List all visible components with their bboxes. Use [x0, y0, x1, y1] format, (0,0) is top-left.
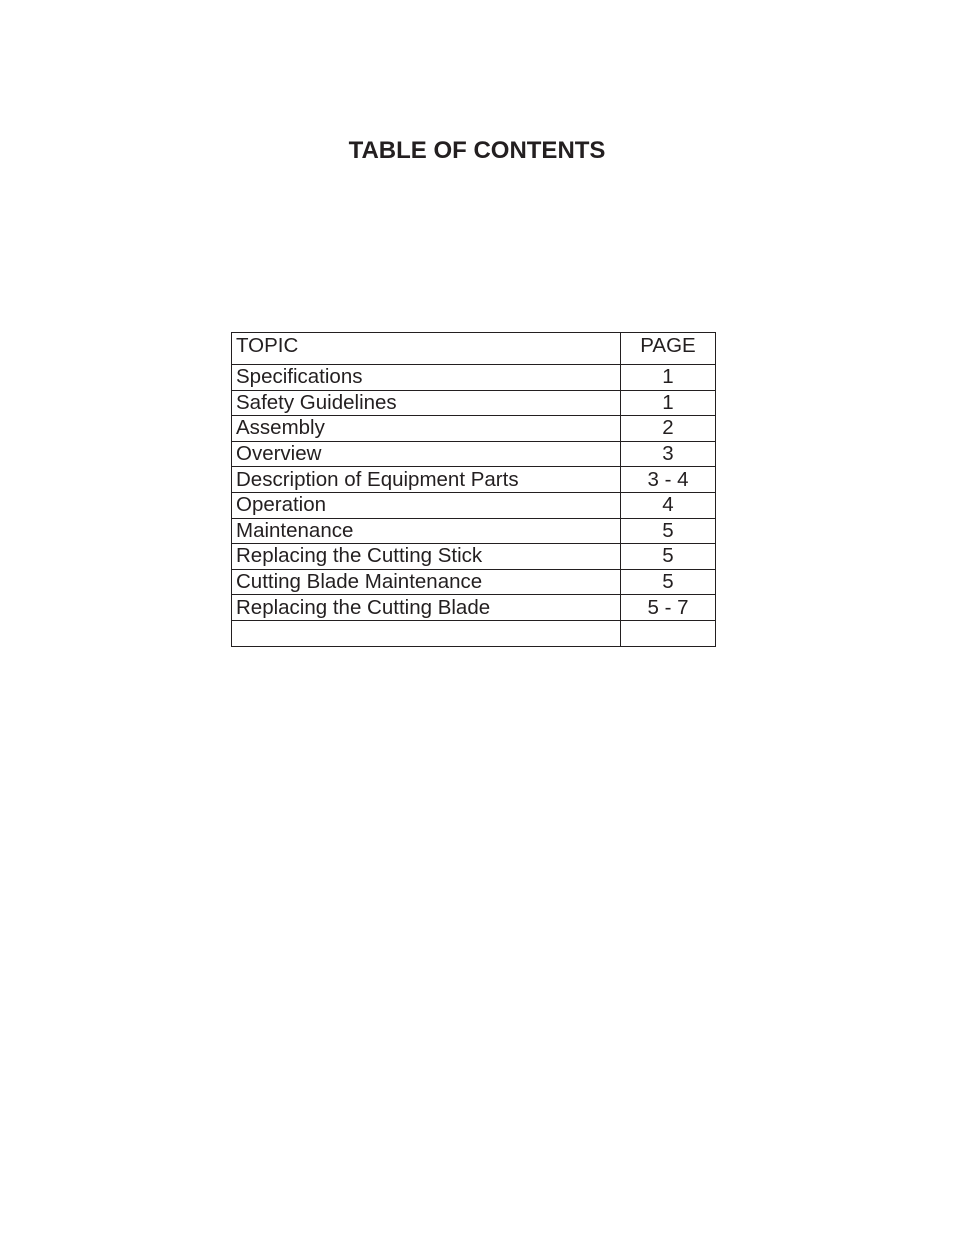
toc-header-row: [232, 333, 716, 365]
toc-page-number: 5: [621, 569, 716, 595]
table-row: [232, 467, 716, 493]
topic-column-header: TOPIC: [232, 333, 621, 365]
toc-topic: Cutting Blade Maintenance: [232, 569, 621, 595]
toc-topic: Replacing the Cutting Stick: [232, 544, 621, 570]
toc-page-number: 1: [621, 390, 716, 416]
toc-topic: Assembly: [232, 416, 621, 442]
toc-page-number: 3 - 4: [621, 467, 716, 493]
toc-page-number: 1: [621, 365, 716, 391]
table-row: [232, 595, 716, 621]
table-row: [232, 441, 716, 467]
toc-page-number: 5: [621, 544, 716, 570]
toc-topic: Description of Equipment Parts: [232, 467, 621, 493]
toc-page-number: 3: [621, 441, 716, 467]
table-row: [232, 492, 716, 518]
table-row: [232, 390, 716, 416]
toc-topic: Operation: [232, 492, 621, 518]
toc-page-number: 4: [621, 492, 716, 518]
table-row-empty: [232, 620, 716, 646]
table-row: [232, 416, 716, 442]
toc-topic: Safety Guidelines: [232, 390, 621, 416]
table-row: [232, 518, 716, 544]
table-row: [232, 365, 716, 391]
page-column-header: PAGE: [621, 333, 716, 365]
page-title: TABLE OF CONTENTS: [348, 137, 606, 164]
toc-page-number: 2: [621, 416, 716, 442]
toc-page-number: 5: [621, 518, 716, 544]
toc-topic: Replacing the Cutting Blade: [232, 595, 621, 621]
toc-topic: Maintenance: [232, 518, 621, 544]
toc-table: [231, 332, 716, 647]
table-row: [232, 569, 716, 595]
toc-topic: [232, 620, 621, 646]
toc-topic: Overview: [232, 441, 621, 467]
toc-topic: Specifications: [232, 365, 621, 391]
toc-page-number: [621, 620, 716, 646]
toc-page-number: 5 - 7: [621, 595, 716, 621]
table-row: [232, 544, 716, 570]
